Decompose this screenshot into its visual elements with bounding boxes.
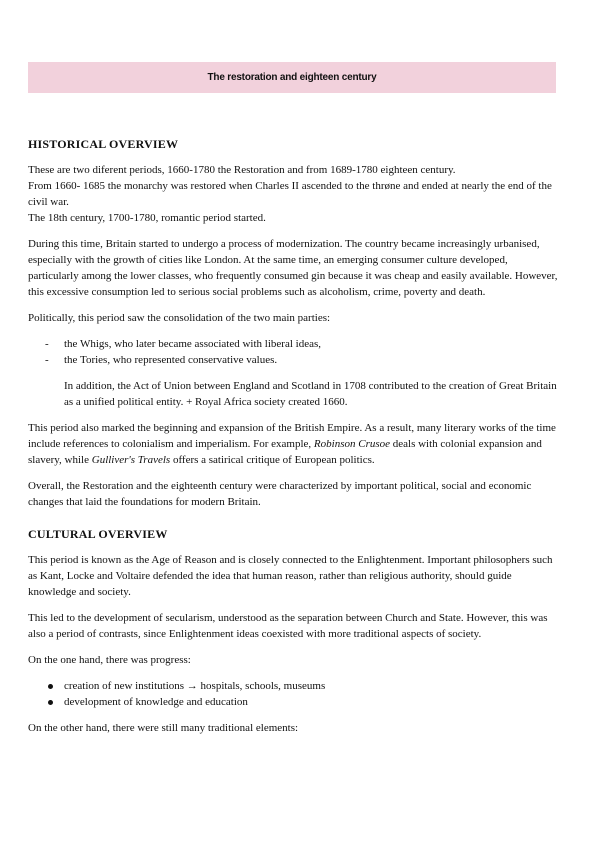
historical-paragraph-2: From 1660- 1685 the monarchy was restored when Charles II ascended to the thrøne and ended at nearly the end of the civil war. — [28, 180, 552, 208]
cultural-paragraph-4: On the other hand, there were still many traditional elements: — [28, 722, 299, 734]
document-body — [28, 137, 560, 736]
historical-paragraph-6: In addition, the Act of Union between England and Scotland in 1708 contributed to the creation of Great Britain as a unified political entity. + Royal Africa society created 1660. — [64, 380, 557, 408]
book-title-robinson-crusoe: Robinson Crusoe — [313, 438, 391, 450]
book-title-gullivers-travels: Gulliver's Travels — [91, 454, 171, 466]
historical-paragraph-7: This period also marked the beginning and expansion of the British Empire. As a result, many literary works of the time include references to colonialism and imperialism. For example, Robinson Crusoe deals with colonial expansion and slavery, while Gulliver's Travels offers a satirical critique of European politics. — [28, 422, 556, 466]
list-item: - the Whigs, who later became associated with liberal ideas, — [28, 336, 560, 352]
list-item: creation of new institutions → hospitals, schools, museums — [28, 678, 560, 694]
historical-paragraph-4: During this time, Britain started to undergo a process of modernization. The country became increasingly urbanised, especially with the growth of cities like London. At the same time, an emerging consumer culture developed, particularly among the lower classes, who frequently consumed gin because it was cheap and easily available. However, this excessive consumption led to serious social problems such as alcoholism, crime, poverty and death. — [28, 238, 558, 298]
historical-paragraph-1: These are two diferent periods, 1660-1780 the Restoration and from 1689-1780 eighteen century. — [28, 164, 456, 176]
historical-paragraph-5: Politically, this period saw the consolidation of the two main parties: — [28, 312, 331, 324]
progress-list — [28, 678, 560, 710]
historical-paragraph-8: Overall, the Restoration and the eighteenth century were characterized by important political, social and economic changes that laid the foundations for modern Britain. — [28, 480, 532, 508]
cultural-paragraph-1: This period is known as the Age of Reason and is closely connected to the Enlightenment. Important philosophers such as Kant, Locke and Voltaire defended the idea that human reason, rather than religious authority, should guide knowledge and society. — [28, 554, 553, 598]
cultural-paragraph-3: On the one hand, there was progress: — [28, 654, 191, 666]
historical-paragraph-3: The 18th century, 1700-1780, romantic period started. — [28, 212, 266, 224]
document-title: The restoration and eighteen century — [207, 72, 377, 83]
parties-list — [28, 336, 560, 368]
cultural-overview-heading: CULTURAL OVERVIEW — [28, 527, 168, 541]
list-item: development of knowledge and education — [28, 694, 560, 710]
cultural-paragraph-2: This led to the development of secularism, understood as the separation between Church and State. However, this was also a period of contrasts, since Enlightenment ideas coexisted with more traditional aspects of society. — [28, 612, 548, 640]
list-item: - the Tories, who represented conservative values. — [28, 352, 560, 368]
historical-overview-heading: HISTORICAL OVERVIEW — [28, 137, 179, 151]
title-banner — [28, 62, 556, 93]
